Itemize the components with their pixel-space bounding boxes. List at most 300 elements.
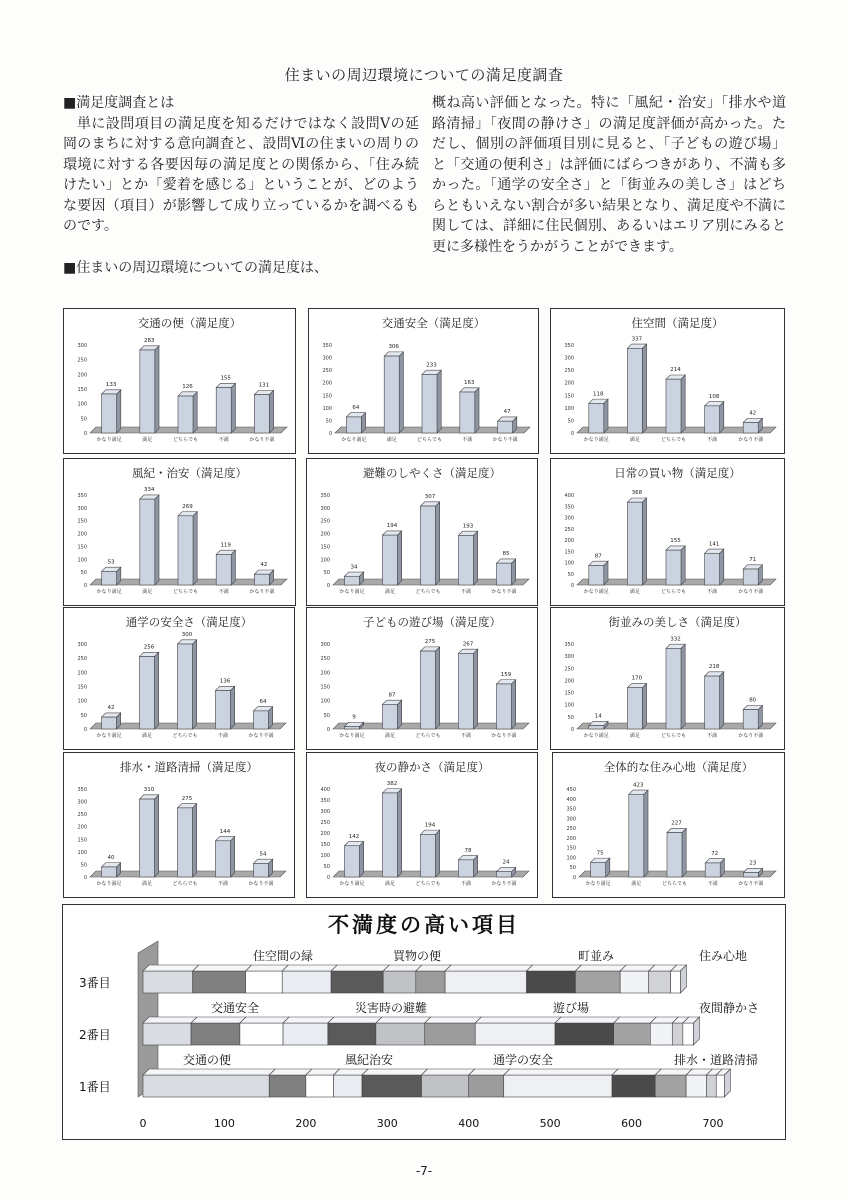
y-tick-label: 250	[77, 656, 87, 663]
bar-value-label: 368	[631, 490, 643, 497]
page-number: -7-	[415, 1164, 433, 1178]
y-tick-label: 200	[320, 831, 330, 837]
bar-chart	[550, 607, 785, 750]
summary-x-tick-label: 400	[458, 1117, 480, 1130]
y-tick-label: 350	[564, 642, 574, 648]
chart-title: 交通の便（満足度）	[137, 316, 242, 330]
summary-item-label: 風紀治安	[345, 1053, 394, 1067]
y-tick-label: 0	[83, 727, 87, 733]
bar	[666, 375, 685, 433]
intro-heading: ■満足度調査とは	[63, 95, 175, 111]
y-tick-label: 250	[564, 526, 574, 533]
bar	[140, 495, 159, 585]
x-category-label: 満足	[384, 733, 396, 739]
x-category-label: どちらでも	[661, 733, 686, 739]
bar-value-label: 256	[143, 644, 155, 651]
summary-rank-label: 3番目	[79, 976, 111, 990]
y-tick-label: 150	[77, 684, 87, 691]
bar	[705, 672, 724, 729]
bar-value-label: 267	[462, 641, 474, 648]
intro-right-column	[432, 93, 786, 257]
y-tick-label: 0	[328, 431, 332, 437]
bar	[743, 868, 762, 877]
bar-value-label: 126	[182, 384, 193, 391]
x-category-label: かなり満足	[583, 733, 609, 739]
y-tick-label: 50	[567, 571, 574, 578]
x-category-label: 満足	[386, 437, 397, 443]
bar-value-label: 337	[631, 336, 643, 343]
x-category-label: 不満	[707, 437, 718, 443]
y-tick-label: 100	[564, 702, 574, 709]
bar-value-label: 64	[259, 698, 267, 705]
y-tick-label: 300	[566, 816, 576, 823]
x-category-label: かなり満足	[339, 589, 365, 595]
bar	[460, 388, 479, 433]
x-category-label: どちらでも	[172, 733, 198, 739]
bar	[383, 789, 402, 877]
y-tick-label: 150	[320, 684, 330, 691]
summary-x-tick-label: 500	[539, 1117, 561, 1130]
y-tick-label: 200	[320, 531, 330, 538]
x-category-label: 満足	[141, 733, 153, 739]
bar	[178, 640, 197, 729]
summary-item-label: 交通安全	[211, 1001, 260, 1015]
bar	[627, 344, 646, 433]
bar	[667, 828, 686, 877]
bar-chart-svg	[307, 608, 537, 749]
y-tick-label: 150	[564, 393, 574, 400]
bar	[384, 352, 403, 433]
bar-value-label: 54	[259, 851, 267, 858]
bar	[254, 390, 273, 433]
bar-value-label: 47	[503, 409, 511, 416]
summary-x-tick-label: 300	[376, 1117, 398, 1130]
bar-chart-svg	[309, 309, 538, 453]
bar	[591, 858, 610, 877]
bar-value-label: 423	[633, 782, 644, 789]
y-tick-label: 50	[323, 570, 330, 577]
y-tick-label: 200	[566, 835, 576, 842]
y-tick-label: 250	[322, 368, 332, 375]
chart-title: 排水・道路清掃（満足度）	[120, 760, 258, 774]
bar-value-label: 307	[424, 494, 436, 501]
bar-value-label: 144	[219, 828, 231, 835]
summary-x-tick-label: 700	[702, 1117, 724, 1130]
y-tick-label: 0	[570, 431, 574, 437]
y-tick-label: 100	[77, 849, 87, 856]
summary-item-label: 交通の便	[183, 1053, 232, 1067]
x-category-label: 満足	[629, 733, 640, 739]
y-tick-label: 100	[320, 557, 330, 564]
y-tick-label: 300	[77, 505, 87, 512]
bar-chart	[63, 607, 295, 750]
bar-value-label: 194	[424, 822, 436, 829]
x-category-label: かなり不満	[738, 733, 764, 739]
y-tick-label: 200	[77, 824, 87, 831]
summary-item-label: 災害時の避難	[355, 1001, 428, 1015]
y-tick-label: 150	[77, 837, 87, 844]
x-category-label: かなり満足	[339, 881, 365, 887]
bar	[705, 859, 724, 877]
summary-item-label: 住空間の緑	[253, 949, 314, 963]
bar-chart	[550, 458, 785, 606]
y-tick-label: 400	[320, 787, 330, 793]
bar-chart-svg	[553, 753, 784, 897]
bar-value-label: 218	[708, 664, 720, 671]
y-tick-label: 450	[566, 787, 576, 793]
y-tick-label: 350	[320, 798, 330, 804]
y-tick-label: 250	[320, 518, 330, 525]
bar-value-label: 72	[711, 850, 719, 857]
bar	[421, 647, 440, 729]
x-category-label: かなり満足	[96, 881, 122, 887]
bar	[102, 567, 121, 585]
y-tick-label: 350	[320, 493, 330, 499]
summary-x-tick-label: 0	[139, 1117, 147, 1130]
y-tick-label: 300	[564, 654, 574, 661]
x-category-label: 不満	[462, 437, 473, 443]
bar	[459, 649, 478, 729]
y-tick-label: 100	[564, 405, 574, 412]
bar-value-label: 64	[352, 404, 360, 411]
y-tick-label: 100	[322, 405, 332, 412]
bar	[743, 418, 762, 433]
y-tick-label: 300	[77, 343, 87, 349]
bar	[178, 804, 197, 877]
bar	[346, 413, 365, 433]
x-category-label: かなり満足	[96, 733, 122, 739]
bar	[743, 705, 762, 729]
x-category-label: 不満	[218, 437, 229, 443]
bar-value-label: 75	[596, 850, 604, 857]
bar-chart-svg	[551, 309, 784, 453]
bar-value-label: 42	[107, 705, 115, 712]
y-tick-label: 300	[564, 355, 574, 362]
x-category-label: かなり不満	[491, 881, 517, 887]
bar-chart-svg	[551, 608, 784, 749]
bar-value-label: 23	[749, 860, 757, 867]
x-category-label: かなり不満	[738, 881, 764, 887]
page-title: 住まいの周辺環境についての満足度調査	[284, 66, 564, 84]
x-category-label: 不満	[217, 881, 229, 887]
bar-chart-svg	[64, 753, 294, 897]
y-tick-label: 250	[77, 812, 87, 819]
bar	[666, 644, 685, 729]
bar	[589, 721, 608, 729]
y-tick-label: 400	[566, 796, 576, 803]
summary-stacked-bar	[143, 1069, 730, 1097]
bar	[589, 399, 608, 433]
x-category-label: かなり不満	[248, 881, 274, 887]
bar	[216, 686, 235, 729]
x-category-label: かなり不満	[491, 733, 517, 739]
y-tick-label: 200	[564, 538, 574, 544]
bar-chart	[550, 308, 785, 454]
chart-title: 街並みの美しさ（満足度）	[608, 615, 747, 629]
bar	[498, 417, 517, 433]
bar-chart	[306, 607, 538, 750]
bar	[345, 722, 364, 729]
bar-value-label: 34	[350, 564, 358, 571]
y-tick-label: 0	[570, 727, 574, 733]
chart-title: 住空間（満足度）	[631, 316, 724, 330]
x-category-label: かなり不満	[249, 437, 275, 443]
bar-value-label: 334	[144, 487, 155, 494]
y-tick-label: 0	[326, 875, 330, 881]
y-tick-label: 300	[77, 799, 87, 806]
bar	[102, 713, 121, 729]
y-tick-label: 250	[320, 656, 330, 663]
y-tick-label: 100	[77, 698, 87, 705]
bar-value-label: 87	[594, 553, 602, 560]
bar	[178, 392, 197, 433]
dissatisfaction-summary-chart	[62, 904, 786, 1140]
bar-value-label: 9	[352, 714, 356, 721]
bar	[254, 859, 273, 877]
chart-title: 日常の買い物（満足度）	[614, 466, 741, 480]
intro-heading-2: ■住まいの周辺環境についての満足度は、	[63, 259, 328, 276]
x-category-label: どちらでも	[173, 589, 198, 595]
y-tick-label: 50	[569, 865, 576, 872]
x-category-label: どちらでも	[173, 437, 198, 443]
intro-left-column	[63, 93, 419, 278]
y-tick-label: 250	[77, 357, 87, 364]
summary-item-label: 町並み	[578, 949, 615, 963]
bar-value-label: 53	[107, 559, 115, 566]
x-category-label: 満足	[629, 437, 640, 443]
bar-value-label: 131	[258, 382, 270, 389]
x-category-label: かなり不満	[248, 733, 274, 739]
bar-chart	[308, 308, 539, 454]
summary-x-tick-label: 100	[213, 1117, 235, 1130]
summary-item-label: 排水・道路清掃	[674, 1053, 759, 1067]
bar-value-label: 155	[670, 538, 681, 545]
y-tick-label: 250	[566, 826, 576, 833]
y-tick-label: 150	[322, 393, 332, 400]
chart-title: 交通安全（満足度）	[381, 316, 486, 330]
y-tick-label: 250	[564, 666, 574, 673]
x-category-label: 満足	[142, 589, 153, 595]
summary-item-label: 通学の安全	[493, 1053, 554, 1067]
bar-value-label: 108	[708, 393, 720, 400]
x-category-label: 不満	[460, 881, 472, 887]
bar-value-label: 78	[464, 847, 472, 854]
y-tick-label: 0	[83, 431, 87, 437]
bar-value-label: 24	[502, 859, 510, 866]
y-tick-label: 0	[326, 583, 330, 589]
summary-stacked-bar	[143, 965, 686, 993]
bar-chart	[63, 458, 296, 606]
x-category-label: かなり満足	[96, 589, 122, 595]
bar	[422, 370, 441, 433]
bar-value-label: 275	[424, 639, 436, 646]
y-tick-label: 250	[564, 368, 574, 375]
y-tick-label: 200	[322, 380, 332, 387]
bar-value-label: 332	[670, 636, 681, 643]
chart-title: 避難のしやくさ（満足度）	[363, 466, 501, 480]
bar-value-label: 141	[708, 541, 720, 548]
bar-value-label: 194	[386, 523, 398, 530]
bar-value-label: 42	[749, 410, 757, 417]
bar	[459, 856, 478, 877]
bar-value-label: 14	[594, 713, 602, 720]
y-tick-label: 0	[83, 583, 87, 589]
bar	[589, 561, 608, 585]
summary-x-tick-label: 600	[621, 1117, 643, 1130]
x-category-label: どちらでも	[172, 881, 198, 887]
x-category-label: どちらでも	[415, 589, 441, 595]
bar	[178, 512, 197, 585]
y-tick-label: 250	[77, 518, 87, 525]
y-tick-label: 300	[322, 355, 332, 362]
y-tick-label: 200	[77, 372, 87, 379]
bar	[459, 531, 478, 585]
y-tick-label: 50	[325, 418, 332, 425]
y-tick-label: 300	[564, 515, 574, 522]
y-tick-label: 200	[564, 678, 574, 685]
bar	[140, 795, 159, 877]
bar	[627, 684, 646, 729]
bar-value-label: 193	[462, 523, 474, 530]
bar-value-label: 133	[105, 381, 117, 388]
x-category-label: 不満	[217, 733, 229, 739]
bar-value-label: 87	[388, 692, 396, 699]
x-category-label: かなり満足	[583, 437, 609, 443]
bar-value-label: 306	[388, 344, 399, 351]
bar	[216, 383, 235, 433]
summary-item-label: 買物の便	[393, 949, 442, 963]
bar	[140, 346, 159, 433]
y-tick-label: 150	[320, 842, 330, 848]
bar-value-label: 269	[182, 503, 193, 510]
bar	[102, 390, 121, 433]
bar-value-label: 300	[181, 632, 193, 638]
bar-chart-svg	[64, 459, 295, 605]
summary-rank-label: 1番目	[79, 1080, 111, 1094]
y-tick-label: 350	[77, 787, 87, 793]
x-category-label: かなり満足	[96, 437, 122, 443]
summary-x-tick-label: 200	[295, 1117, 317, 1130]
bar-value-label: 142	[348, 833, 360, 840]
y-tick-label: 350	[77, 493, 87, 499]
x-category-label: どちらでも	[662, 881, 687, 887]
y-tick-label: 150	[564, 690, 574, 697]
bar-chart-svg	[64, 309, 295, 453]
bar-value-label: 155	[220, 375, 231, 382]
bar-chart-svg	[307, 753, 537, 897]
y-tick-label: 50	[80, 862, 87, 869]
y-tick-label: 50	[323, 712, 330, 719]
x-category-label: 不満	[707, 881, 718, 887]
bar	[629, 790, 648, 877]
y-tick-label: 100	[320, 853, 330, 859]
x-category-label: 満足	[631, 881, 642, 887]
summary-svg	[63, 905, 785, 1139]
y-tick-label: 150	[77, 544, 87, 551]
bar-chart	[306, 458, 538, 606]
summary-item-label: 遊び場	[553, 1001, 590, 1015]
x-category-label: かなり不満	[738, 437, 764, 443]
y-tick-label: 100	[77, 557, 87, 564]
y-tick-label: 300	[77, 642, 87, 648]
x-category-label: かなり不満	[738, 589, 764, 595]
bar-value-label: 118	[593, 391, 604, 398]
x-category-label: 不満	[460, 733, 472, 739]
x-category-label: どちらでも	[415, 881, 441, 887]
bar-value-label: 170	[631, 675, 643, 682]
y-tick-label: 100	[77, 401, 87, 408]
summary-rank-label: 2番目	[79, 1028, 111, 1042]
bar-value-label: 163	[464, 380, 475, 387]
x-category-label: 満足	[384, 589, 396, 595]
x-category-label: かなり満足	[339, 733, 365, 739]
bar-value-label: 80	[749, 697, 757, 704]
bar	[254, 570, 273, 585]
x-category-label: 満足	[142, 437, 153, 443]
bar-value-label: 40	[107, 854, 115, 861]
bar	[497, 868, 516, 877]
x-category-label: どちらでも	[661, 589, 686, 595]
x-category-label: かなり満足	[585, 881, 611, 887]
x-category-label: 満足	[629, 589, 640, 595]
bar	[140, 652, 159, 729]
chart-title: 風紀・治安（満足度）	[132, 466, 247, 480]
y-tick-label: 0	[570, 583, 574, 589]
intro-body: 単に設問項目の満足度を知るだけではなく設問Ⅴの延岡のまちに対する意向調査と、設問Ⅵの住まいの周りの環境に対する各要因毎の満足度との関係から、「住み続けたい」とか「愛着を感じる」ということが、どのような要因（項目）が影響して成り立っているかを調べるものです。	[63, 115, 419, 234]
x-category-label: かなり不満	[492, 437, 518, 443]
bar	[383, 531, 402, 585]
chart-title: 夜の静かさ（満足度）	[374, 760, 490, 774]
bar	[705, 549, 724, 585]
bar-value-label: 85	[502, 551, 510, 558]
bar	[383, 700, 402, 729]
bar	[421, 830, 440, 877]
x-category-label: かなり満足	[341, 437, 367, 443]
x-category-label: かなり不満	[249, 589, 275, 595]
summary-item-label: 住み心地	[699, 949, 748, 963]
bar	[497, 680, 516, 729]
bar-value-label: 227	[671, 820, 682, 827]
x-category-label: 満足	[384, 881, 396, 887]
bar-chart	[63, 308, 296, 454]
y-tick-label: 50	[323, 864, 330, 870]
y-tick-label: 150	[320, 544, 330, 551]
bar	[345, 842, 364, 877]
x-category-label: かなり不満	[491, 589, 517, 595]
bar-value-label: 159	[500, 671, 512, 678]
y-tick-label: 50	[567, 714, 574, 721]
bar-value-label: 233	[426, 362, 437, 369]
y-tick-label: 300	[320, 505, 330, 512]
bar-value-label: 136	[219, 678, 231, 685]
y-tick-label: 200	[77, 670, 87, 677]
bar	[421, 502, 440, 585]
y-tick-label: 300	[320, 809, 330, 815]
summary-item-label: 夜間静かさ	[699, 1001, 760, 1015]
bar	[743, 565, 762, 585]
bar	[345, 572, 364, 585]
bar-value-label: 382	[386, 780, 398, 787]
summary-title: 不満度の高い項目	[328, 913, 520, 937]
y-tick-label: 200	[320, 670, 330, 677]
x-category-label: 不満	[218, 589, 229, 595]
y-tick-label: 150	[77, 387, 87, 393]
bar-value-label: 283	[144, 337, 155, 344]
y-tick-label: 350	[564, 343, 574, 349]
x-category-label: 不満	[460, 589, 472, 595]
y-tick-label: 50	[80, 712, 87, 719]
y-tick-label: 100	[320, 698, 330, 705]
